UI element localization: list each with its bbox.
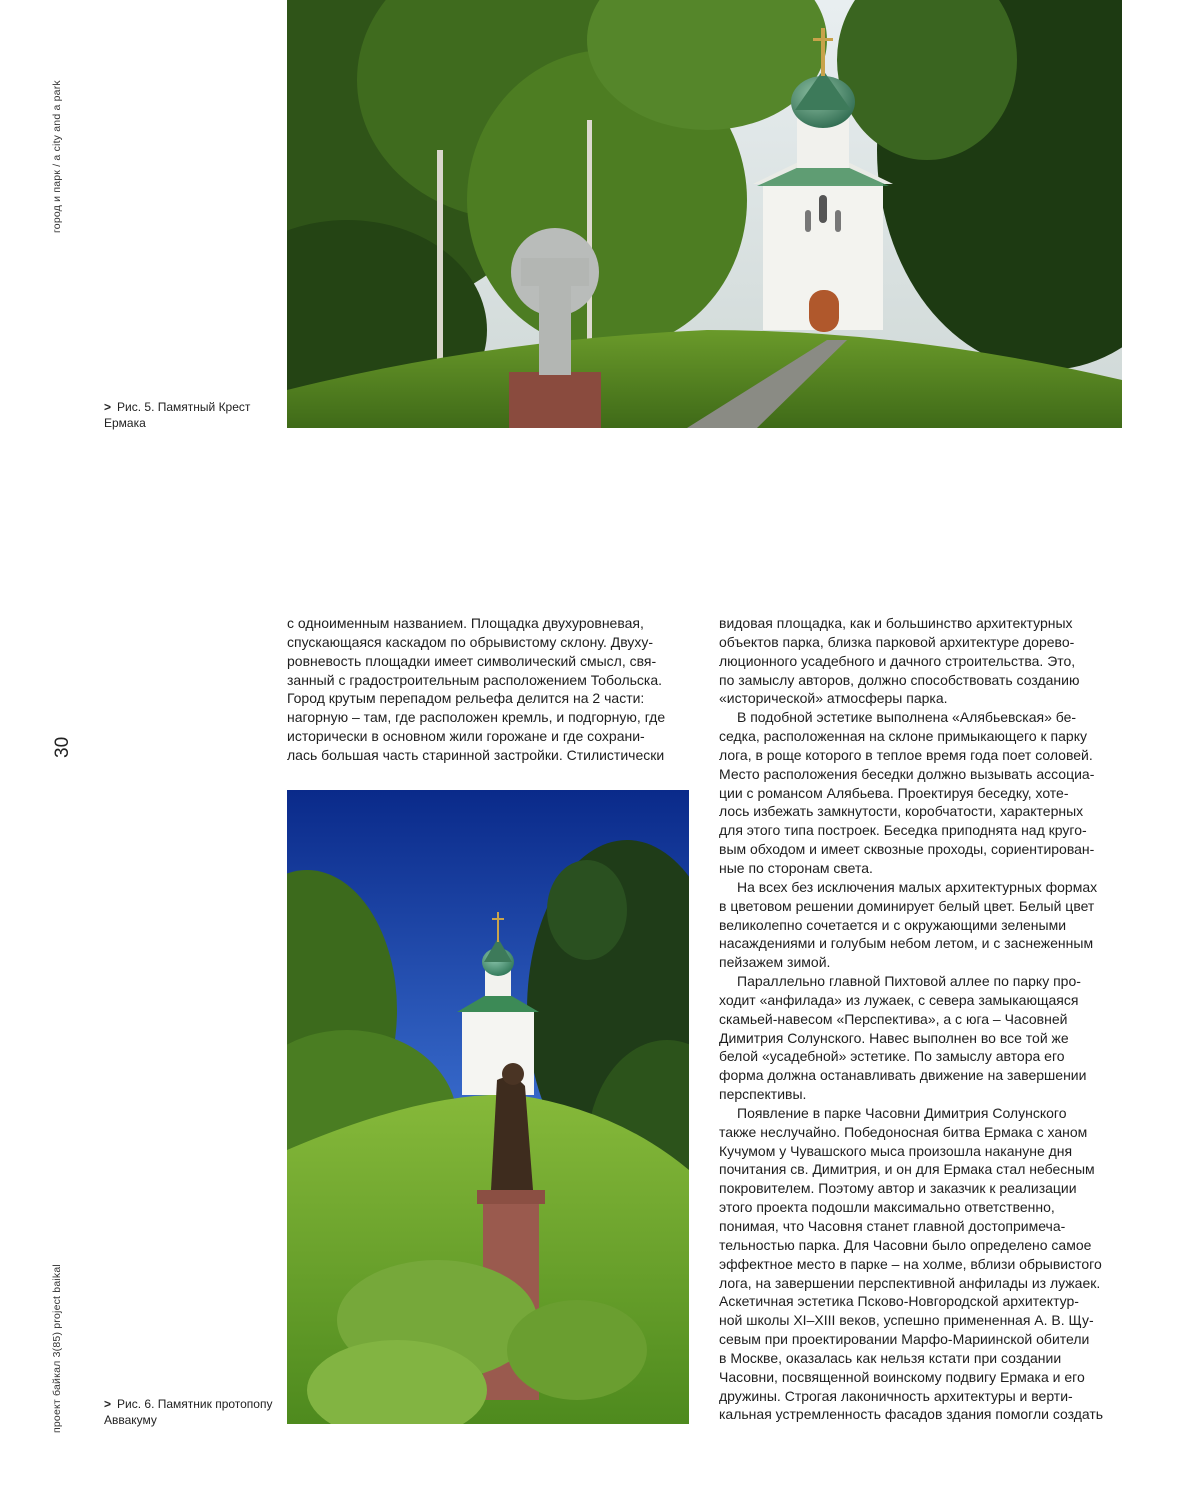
text-line: седка, расположенная на склоне примыкающего к парку	[719, 728, 1087, 745]
text-line: ходит «анфилада» из лужаек, с севера замыкающаяся	[719, 991, 1079, 1008]
text-line: В подобной эстетике выполнена «Алябьевская» бе-	[737, 709, 1077, 726]
text-line: ные по сторонам света.	[719, 859, 873, 876]
text-line: Параллельно главной Пихтовой аллее по парку про-	[737, 973, 1081, 990]
text-line: по замыслу авторов, должно способствовать созданию	[719, 671, 1080, 688]
text-line: ции с романсом Алябьева. Проектируя беседку, хоте-	[719, 784, 1069, 801]
text-line: Место расположения беседки должно вызывать ассоциа-	[719, 765, 1095, 782]
text-column-1	[287, 614, 689, 765]
text-line: лось избежать замкнутости, коробчатости, характерных	[719, 803, 1084, 820]
text-line: ной школы XI–XIII веков, успешно примененная А. В. Щу-	[719, 1312, 1094, 1329]
text-line: «исторической» атмосферы парка.	[719, 690, 948, 707]
text-line: форма должна останавливать движение на завершении	[719, 1067, 1087, 1084]
text-line: нагорную – там, где расположен кремль, и подгорную, где	[287, 709, 666, 726]
text-line: видовая площадка, как и большинство архитектурных	[719, 615, 1073, 631]
text-line: белой «усадебной» эстетике. По замыслу автора его	[719, 1048, 1065, 1065]
text-line: скамьей-навесом «Перспектива», а с юга – Часовней	[719, 1010, 1068, 1027]
text-line: Димитрия Солунского. Навес выполнен во все той же	[719, 1029, 1069, 1046]
paragraph-3	[719, 878, 1123, 972]
text-line: Город крутым перепадом рельефа делится на 2 части:	[287, 690, 645, 707]
text-line: этого проекта подошли максимально ответственно,	[719, 1199, 1055, 1216]
text-line: покровителем. Поэтому автор и заказчик к реализации	[719, 1180, 1077, 1197]
text-line: также неслучайно. Победоносная битва Ермака с ханом	[719, 1123, 1088, 1140]
text-line: вым обходом и имеет сквозные проходы, сориентирован-	[719, 841, 1095, 858]
journal-name: проект байкал 3(85) project baikal	[51, 1264, 63, 1433]
paragraph-1	[719, 614, 1123, 708]
text-line: почитания св. Димитрия, и он для Ермака стал небесным	[719, 1161, 1095, 1178]
text-line: люционного усадебного и дачного строительства. Это,	[719, 652, 1076, 669]
text-line: лась большая часть старинной застройки. Стилистически	[287, 746, 665, 763]
paragraph-4	[719, 972, 1123, 1104]
text-line: тельностью парка. Для Часовни было определено самое	[719, 1236, 1092, 1253]
text-line: понимая, что Часовня станет главной достопримеча-	[719, 1218, 1066, 1234]
caption-fig6: > Рис. 6. Памятник протопопу Аввакуму	[104, 1397, 273, 1427]
paragraph-2	[719, 708, 1123, 878]
text-line: в цветовом решении доминирует белый цвет. Белый цвет	[719, 897, 1095, 914]
page-number: 30	[52, 736, 73, 758]
text-line: перспективы.	[719, 1086, 807, 1103]
text-line: лога, в роще которого в теплое время года поет соловей.	[719, 746, 1093, 763]
text-line: севым при проектировании Марфо-Мариинской обители	[719, 1331, 1090, 1348]
text-line: Появление в парке Часовни Димитрия Солунского	[737, 1104, 1067, 1121]
text-line: эффектное место в парке – на холме, вблизи обрывистого	[719, 1255, 1102, 1272]
paragraph-5	[719, 1104, 1123, 1424]
photo-avvakum-monument	[287, 790, 689, 1424]
photo-ermak-cross	[287, 0, 1122, 428]
text-line: великолепно сочетается и с окружающими зелеными	[719, 916, 1067, 933]
text-line: для этого типа построек. Беседка приподнята над круго-	[719, 822, 1087, 839]
text-line: Аскетичная эстетика Псково-Новгородской архитектур-	[719, 1293, 1079, 1310]
paragraph	[287, 614, 689, 765]
text-line: исторически в основном жили горожане и где сохрани-	[287, 728, 645, 745]
text-line: в Москве, оказалась как нельзя кстати при создании	[719, 1349, 1062, 1366]
text-line: дружины. Строгая лаконичность архитектуры и верти-	[719, 1387, 1073, 1404]
text-line: Часовни, посвященной воинскому подвигу Ермака и его	[719, 1368, 1085, 1385]
caption-fig5: > Рис. 5. Памятный Крест Ермака	[104, 400, 251, 430]
text-line: пейзажем зимой.	[719, 954, 831, 971]
text-line: спускающаяся каскадом по обрывистому склону. Двуху-	[287, 633, 654, 650]
text-line: занный с градостроительным расположением Тобольска.	[287, 671, 663, 688]
text-line: объектов парка, близка парковой архитектуре дорево-	[719, 633, 1075, 650]
text-line: насаждениями и голубым небом летом, и с заснеженным	[719, 935, 1094, 952]
text-line: лога, на завершении перспективной анфилады из лужаек.	[719, 1274, 1101, 1291]
text-line: кальная устремленность фасадов здания помогли создать	[719, 1406, 1104, 1423]
text-line: На всех без исключения малых архитектурных формах	[737, 878, 1098, 895]
running-head: город и парк / a city and a park	[51, 80, 63, 233]
text-line: Кучумом у Чувашского мыса произошла накануне дня	[719, 1142, 1073, 1159]
text-line: с одноименным названием. Площадка двухуровневая,	[287, 615, 644, 631]
text-line: ровневость площадки имеет символический смысл, свя-	[287, 652, 657, 669]
text-column-2	[719, 614, 1123, 1424]
